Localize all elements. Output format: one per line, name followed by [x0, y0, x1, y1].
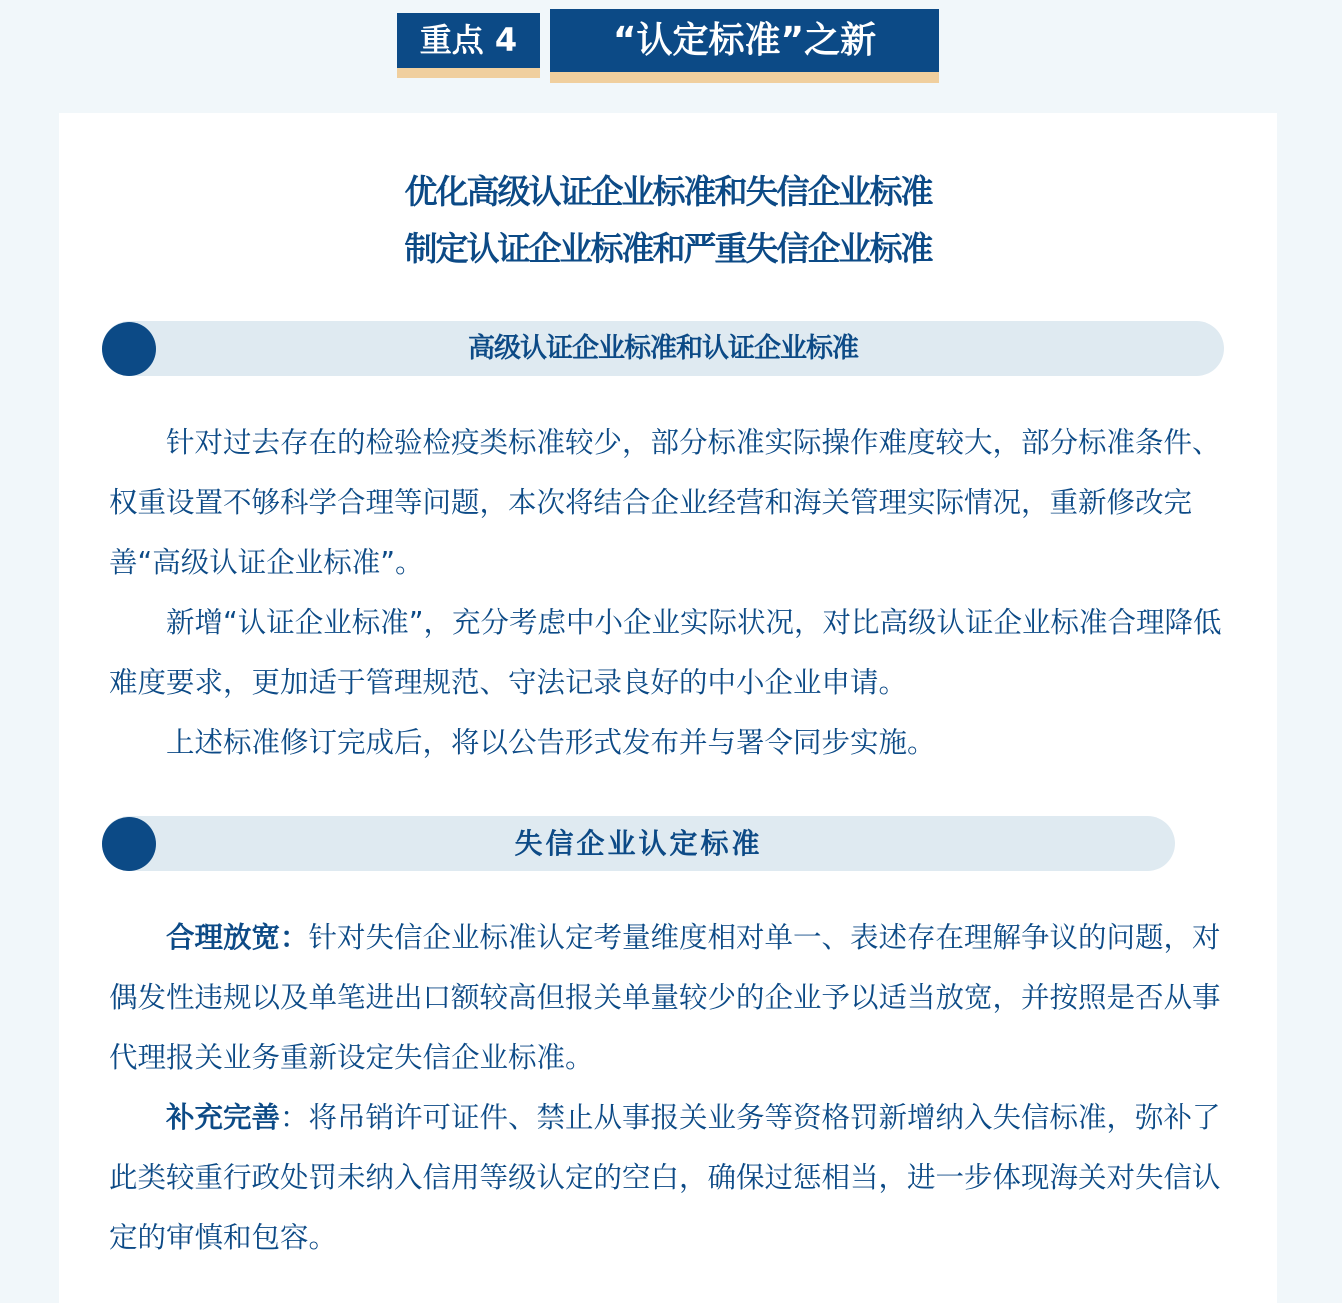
key-point-title: “认定标准”之新	[550, 9, 939, 72]
paragraph-lead: 合理放宽：	[166, 921, 309, 954]
key-point-badge: 重点 4	[397, 13, 540, 68]
paragraph: 针对过去存在的检验检疫类标准较少，部分标准实际操作难度较大，部分标准条件、权重设置不够科学合理等问题，本次将结合企业经营和海关管理实际情况，重新修改完善“高级认证企业标准”。	[109, 426, 1221, 579]
section-title: 失信企业认定标准	[514, 827, 763, 860]
section-body-dishonest-standards	[109, 908, 1227, 1268]
section-title: 高级认证企业标准和认证企业标准	[468, 333, 858, 364]
paragraph-text: 针对失信企业标准认定考量维度相对单一、表述存在理解争议的问题，对偶发性违规以及单笔进出口额较高但报关单量较少的企业予以适当放宽，并按照是否从事代理报关业务重新设定失信企业标准。	[109, 921, 1221, 1074]
subtitle-line-2: 制定认证企业标准和严重失信企业标准	[404, 229, 932, 268]
badge-underline	[397, 68, 540, 78]
title-underline	[550, 72, 939, 83]
paragraph	[109, 1088, 1227, 1268]
paragraph-text: ：将吊销许可证件、禁止从事报关业务等资格罚新增纳入失信标准，弥补了此类较重行政处罚未纳入信用等级认定的空白，确保过惩相当，进一步体现海关对失信认定的审慎和包容。	[109, 1101, 1221, 1254]
paragraph-lead: 补充完善	[166, 1101, 281, 1134]
section-body-certified-standards	[109, 413, 1227, 773]
section-header-dishonest-standards	[102, 816, 1175, 871]
paragraph: 上述标准修订完成后，将以公告形式发布并与署令同步实施。	[166, 726, 936, 759]
section-header-certified-standards	[102, 321, 1224, 376]
subtitle-line-1: 优化高级认证企业标准和失信企业标准	[404, 172, 932, 211]
paragraph	[109, 908, 1227, 1088]
paragraph: 新增“认证企业标准”，充分考虑中小企业实际状况，对比高级认证企业标准合理降低难度要求，更加适于管理规范、守法记录良好的中小企业申请。	[109, 606, 1222, 699]
content-card	[59, 113, 1277, 1303]
header	[0, 0, 1342, 100]
